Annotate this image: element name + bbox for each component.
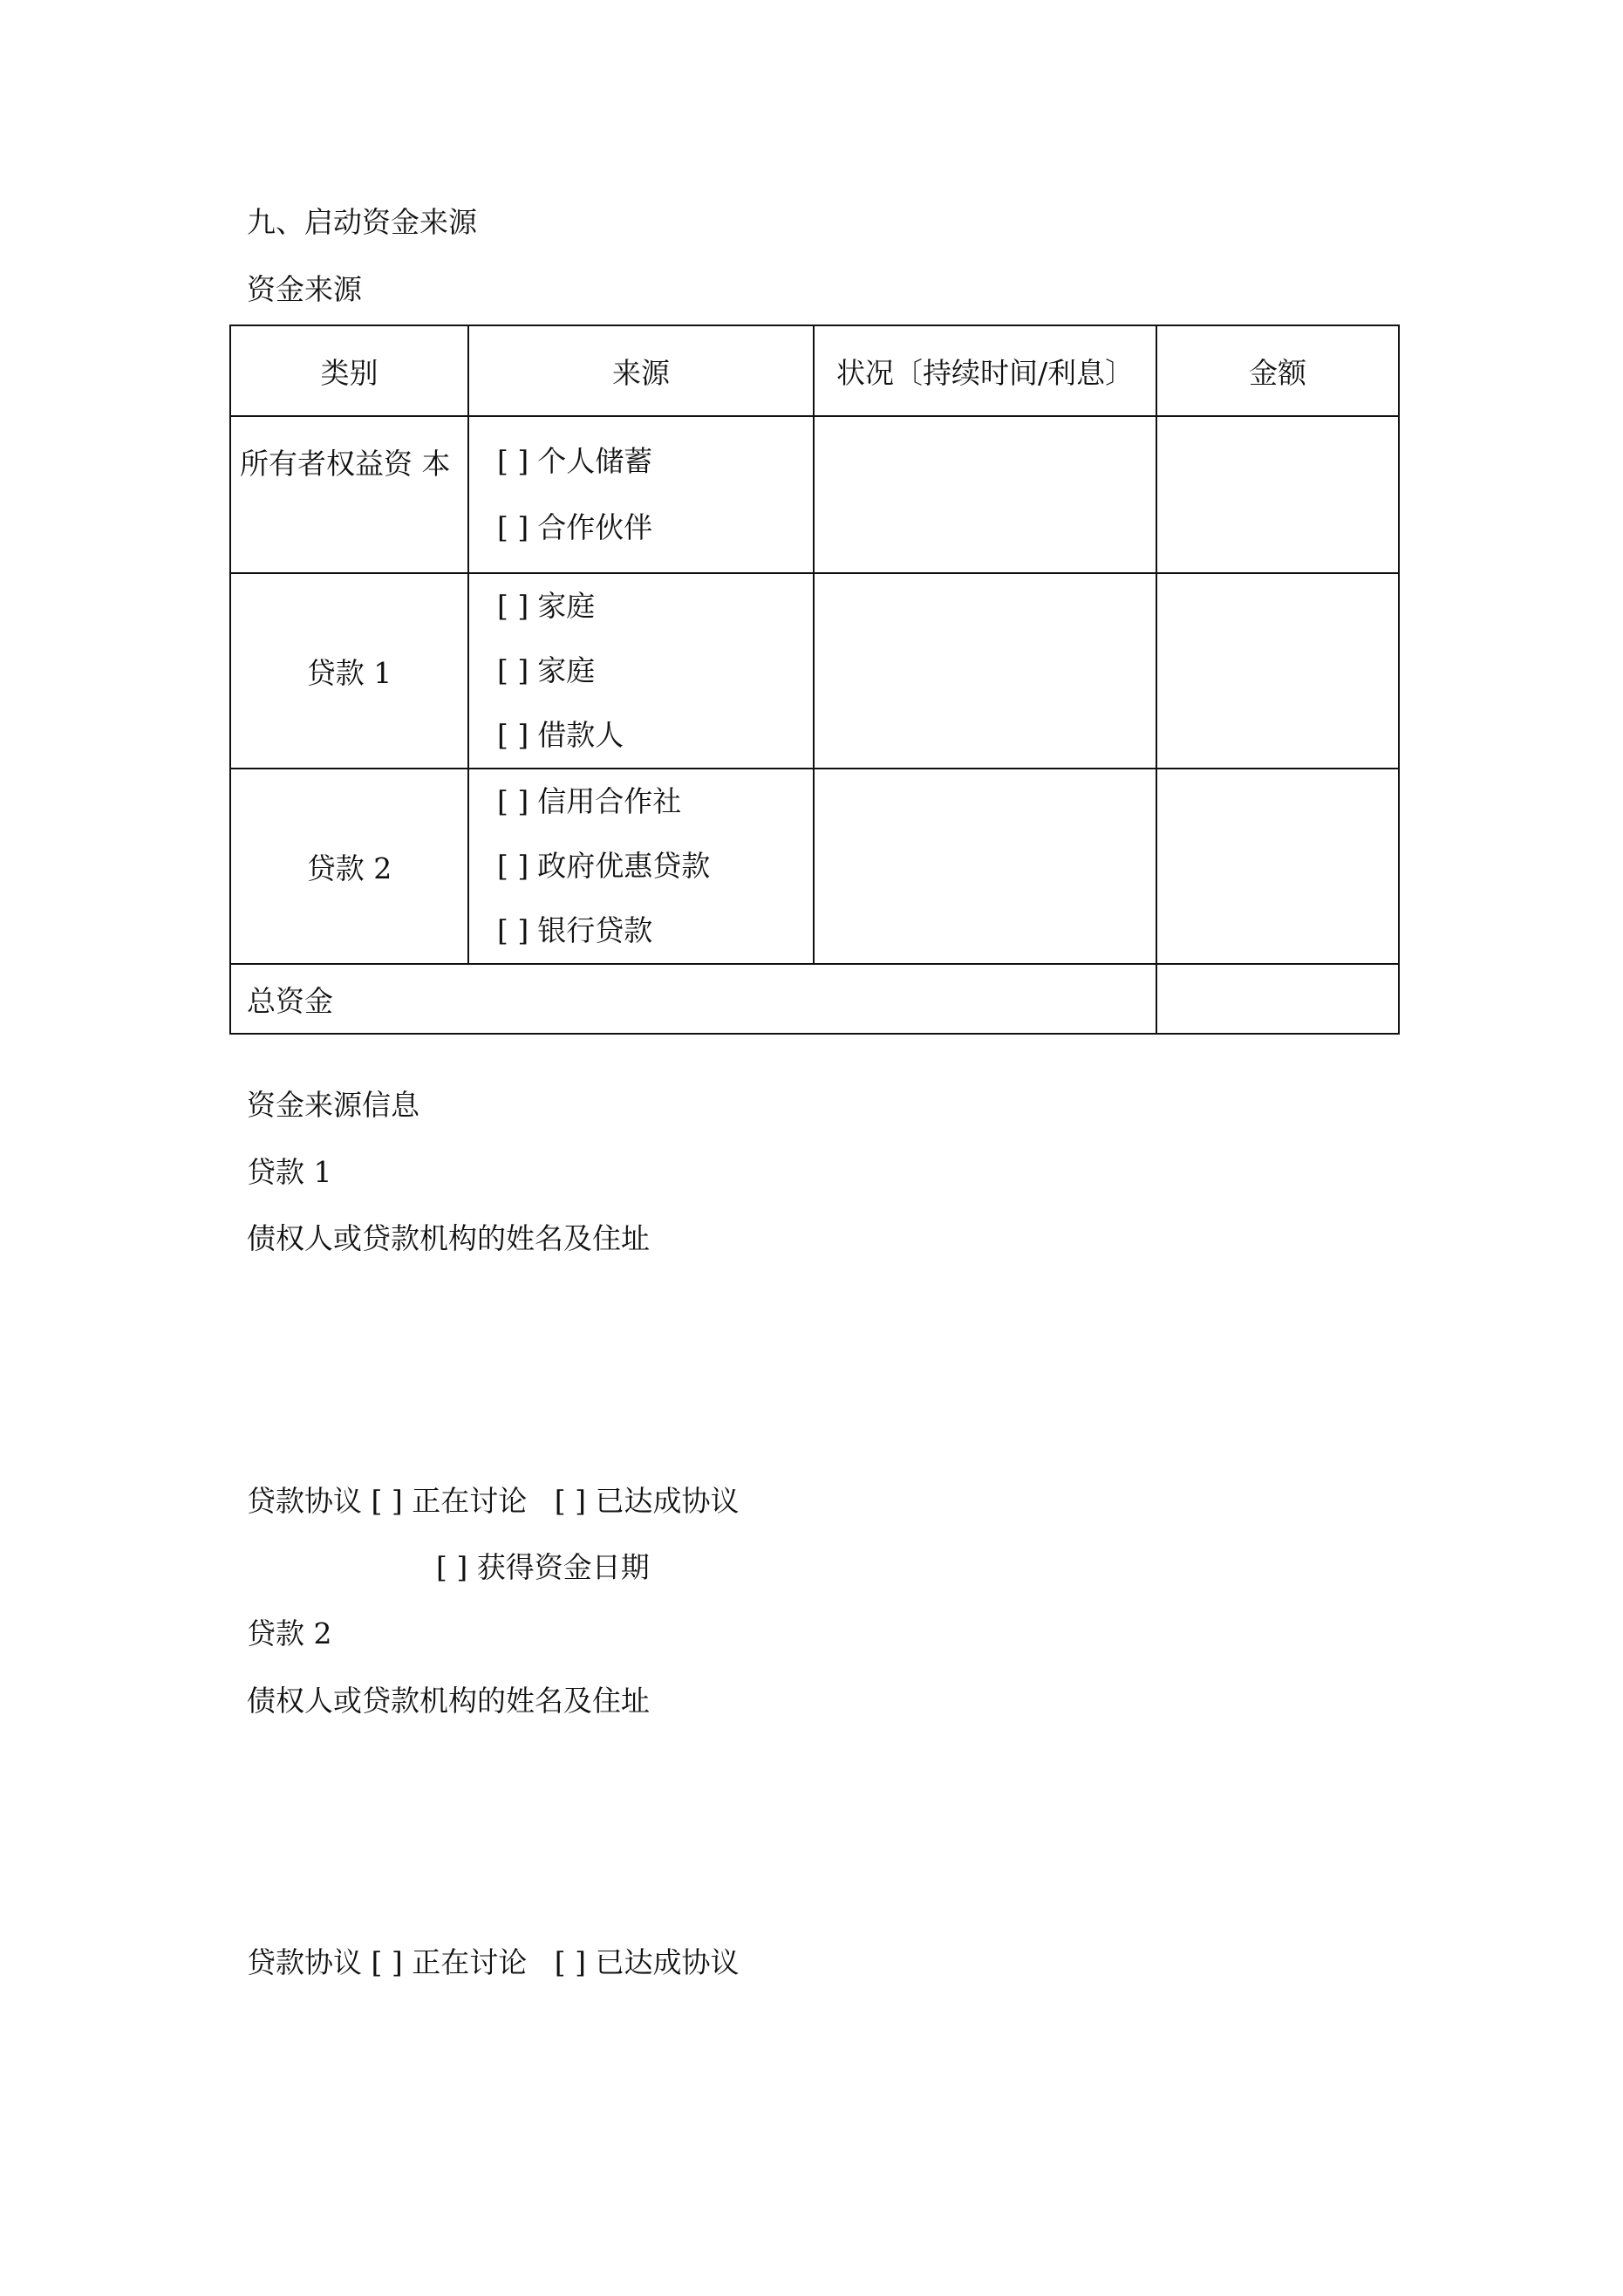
- source-option[interactable]: [497, 495, 813, 561]
- source-option-label: 借款人: [537, 718, 624, 752]
- loan2-lender-prompt: 债权人或贷款机构的姓名及住址: [247, 1684, 650, 1718]
- checkbox[interactable]: [ ]: [497, 784, 529, 818]
- source-option-label: 合作伙伴: [537, 510, 653, 544]
- loan2-agreement-label: 贷款协议: [247, 1945, 362, 1979]
- source-options: [468, 573, 814, 769]
- total-amount-cell[interactable]: [1156, 964, 1399, 1034]
- amount-cell[interactable]: [1156, 573, 1399, 769]
- option-agreed: 已达成协议: [595, 1484, 740, 1518]
- source-option-label: 政府优惠贷款: [537, 849, 711, 883]
- checkbox[interactable]: [ ]: [497, 653, 529, 687]
- source-option-label: 银行贷款: [537, 913, 653, 947]
- option-discussing: 正在讨论: [412, 1484, 528, 1518]
- option-discussing: 正在讨论: [412, 1945, 528, 1979]
- amount-cell[interactable]: [1156, 416, 1399, 573]
- category-cell: 贷款 2: [230, 769, 468, 964]
- header-amount: 金额: [1156, 325, 1399, 416]
- table-row: [230, 769, 1399, 964]
- funding-sources-table: [229, 325, 1400, 1035]
- source-option[interactable]: [497, 703, 813, 768]
- checkbox[interactable]: [ ]: [497, 849, 529, 883]
- source-option[interactable]: [497, 574, 813, 639]
- table-caption: 资金来源: [247, 272, 362, 306]
- category-cell: 所有者权益资 本: [230, 416, 468, 573]
- checkbox[interactable]: [ ]: [554, 1945, 586, 1979]
- checkbox[interactable]: [ ]: [497, 718, 529, 752]
- checkbox[interactable]: [ ]: [436, 1550, 468, 1584]
- loan1-agreement-line: [247, 1482, 739, 1520]
- category-cell: 贷款 1: [230, 573, 468, 769]
- header-source: 来源: [468, 325, 814, 416]
- table-header-row: [230, 325, 1399, 416]
- source-option-label: 家庭: [537, 589, 596, 623]
- option-funding-date: 获得资金日期: [476, 1550, 650, 1584]
- checkbox[interactable]: [ ]: [497, 510, 529, 544]
- loan2-label: 贷款 2: [247, 1616, 332, 1650]
- status-cell[interactable]: [814, 769, 1156, 964]
- source-options: [468, 769, 814, 964]
- loan1-label: 贷款 1: [247, 1155, 332, 1189]
- info-title: 资金来源信息: [247, 1088, 419, 1122]
- source-option[interactable]: [497, 769, 813, 834]
- loan1-lender-prompt: 债权人或贷款机构的姓名及住址: [247, 1221, 650, 1255]
- status-cell[interactable]: [814, 573, 1156, 769]
- total-label: 总资金: [230, 964, 1156, 1034]
- loan2-agreement-line: [247, 1944, 739, 1982]
- source-option-label: 个人储蓄: [537, 444, 653, 478]
- total-row: [230, 964, 1399, 1034]
- source-option[interactable]: [497, 639, 813, 703]
- checkbox[interactable]: [ ]: [497, 444, 529, 478]
- amount-cell[interactable]: [1156, 769, 1399, 964]
- table-row: [230, 416, 1399, 573]
- checkbox[interactable]: [ ]: [371, 1945, 403, 1979]
- option-agreed: 已达成协议: [595, 1945, 740, 1979]
- source-option-label: 家庭: [537, 653, 596, 687]
- section-title: 九、启动资金来源: [247, 205, 477, 239]
- loan1-date-line: [436, 1548, 650, 1587]
- header-status: 状况〔持续时间/利息〕: [814, 325, 1156, 416]
- checkbox[interactable]: [ ]: [371, 1484, 403, 1518]
- loan1-agreement-label: 贷款协议: [247, 1484, 362, 1518]
- table-row: [230, 573, 1399, 769]
- checkbox[interactable]: [ ]: [497, 913, 529, 947]
- source-option[interactable]: [497, 899, 813, 963]
- source-options: [468, 416, 814, 573]
- source-option-label: 信用合作社: [537, 784, 682, 818]
- checkbox[interactable]: [ ]: [497, 589, 529, 623]
- status-cell[interactable]: [814, 416, 1156, 573]
- source-option[interactable]: [497, 834, 813, 899]
- checkbox[interactable]: [ ]: [554, 1484, 586, 1518]
- header-category: 类别: [230, 325, 468, 416]
- source-option[interactable]: [497, 428, 813, 495]
